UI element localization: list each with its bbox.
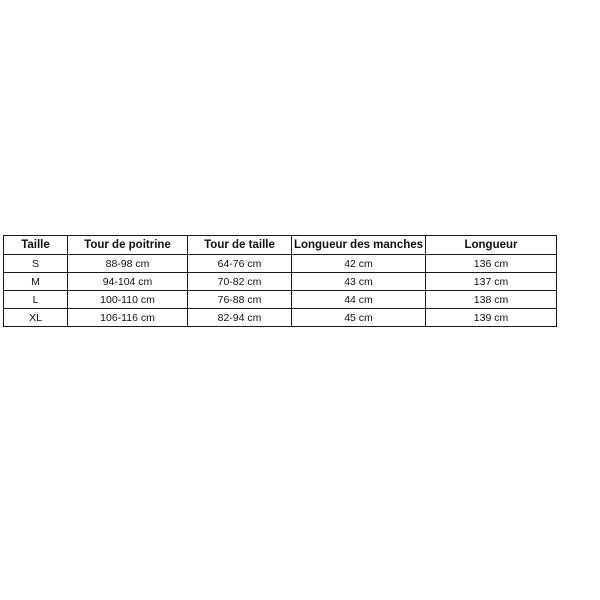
cell-chest: 88-98 cm — [68, 255, 188, 273]
cell-sleeve-length: 42 cm — [292, 255, 426, 273]
cell-length: 137 cm — [426, 273, 557, 291]
table-header-row — [4, 236, 557, 255]
cell-waist: 70-82 cm — [188, 273, 292, 291]
header-chest: Tour de poitrine — [68, 236, 188, 255]
cell-size: L — [4, 291, 68, 309]
cell-length: 136 cm — [426, 255, 557, 273]
cell-waist: 64-76 cm — [188, 255, 292, 273]
size-chart-table — [3, 235, 557, 327]
cell-sleeve-length: 44 cm — [292, 291, 426, 309]
header-waist: Tour de taille — [188, 236, 292, 255]
cell-size: M — [4, 273, 68, 291]
header-size: Taille — [4, 236, 68, 255]
header-length: Longueur — [426, 236, 557, 255]
cell-chest: 94-104 cm — [68, 273, 188, 291]
cell-length: 138 cm — [426, 291, 557, 309]
cell-length: 139 cm — [426, 309, 557, 327]
cell-sleeve-length: 43 cm — [292, 273, 426, 291]
cell-waist: 76-88 cm — [188, 291, 292, 309]
table-row — [4, 255, 557, 273]
cell-waist: 82-94 cm — [188, 309, 292, 327]
table-row — [4, 273, 557, 291]
header-sleeve-length: Longueur des manches — [292, 236, 426, 255]
cell-size: XL — [4, 309, 68, 327]
cell-sleeve-length: 45 cm — [292, 309, 426, 327]
table-row — [4, 309, 557, 327]
cell-chest: 106-116 cm — [68, 309, 188, 327]
cell-size: S — [4, 255, 68, 273]
table-row — [4, 291, 557, 309]
cell-chest: 100-110 cm — [68, 291, 188, 309]
